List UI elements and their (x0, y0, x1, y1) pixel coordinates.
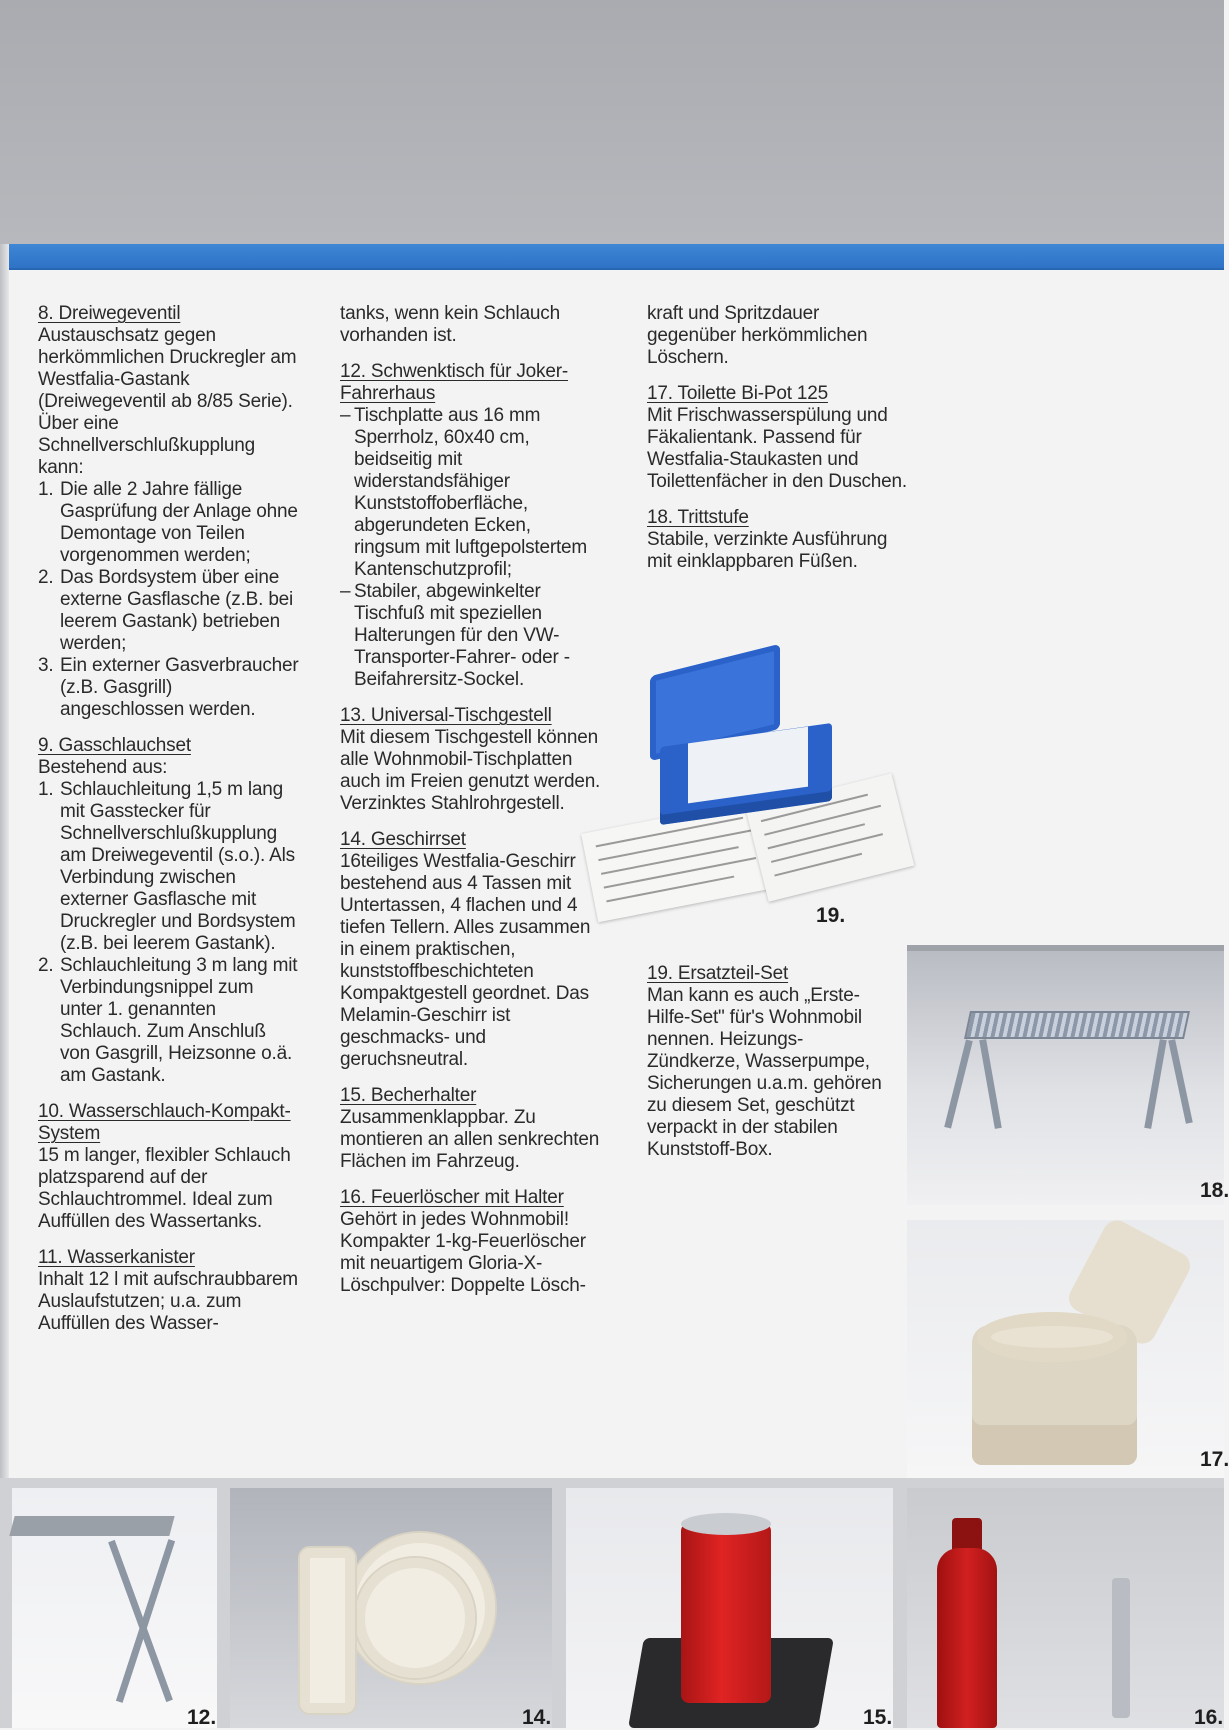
text-column-2 (340, 303, 602, 1311)
photo-label: 17. (1200, 1448, 1229, 1471)
section-16 (340, 1187, 602, 1297)
section-12 (340, 361, 602, 691)
section-heading: 16. Feuerlöscher mit Halter (340, 1187, 564, 1208)
list-dash: – (340, 581, 351, 602)
photo-label: 16. (1194, 1706, 1224, 1729)
section-heading: 9. Gasschlauchset (38, 735, 191, 756)
photo-toilet (907, 1220, 1229, 1480)
section-heading: 11. Wasserkanister (38, 1247, 195, 1268)
section-heading: 15. Becherhalter (340, 1085, 477, 1106)
list-text: Schlauchleitung 3 m lang mit Verbindungsnippel zum unter 1. genannten Schlauch. Zum Anschluß von Gasgrill, Heizsonne o.ä. am Gastank. (60, 955, 298, 1086)
section-text: Austauschsatz gegen herkömmlichen Druckregler am Westfalia-Gastank (Dreiwegeventil ab 8/85 Serie). (38, 325, 297, 412)
list-number: 2. (38, 955, 54, 976)
section-heading: 18. Trittstufe (647, 507, 749, 528)
section-heading: 14. Geschirrset (340, 829, 466, 850)
list-item (340, 581, 602, 691)
list-item (38, 479, 300, 567)
list-item (38, 567, 300, 655)
list-text: Die alle 2 Jahre fällige Gasprüfung der Anlage ohne Demontage von Teilen vorgenommen werden; (60, 479, 298, 566)
section-text: Mit diesem Tischgestell können alle Wohnmobil-Tischplatten auch im Freien genutzt werden. Verzinktes Stahlrohrgestell. (340, 727, 601, 814)
section-text: 16teiliges Westfalia-Geschirr bestehend aus 4 Tassen mit Untertassen, 4 flachen und 4 tiefen Tellern. Alles zusammen in einem praktischen, kunststoffbeschichteten Kompaktgestell geordnet. Das Melamin-Geschirr ist geschmacks- und geruchsneutral. (340, 851, 591, 1070)
section-heading: 10. Wasserschlauch-Kompakt-System (38, 1101, 291, 1144)
cups-image (300, 1548, 355, 1713)
section-heading: 19. Ersatzteil-Set (647, 963, 789, 984)
section-11-continued (340, 303, 602, 347)
photo-step-stool (907, 945, 1229, 1205)
photo-label: 14. (522, 1706, 552, 1729)
list-number: 1. (38, 479, 54, 500)
stool-image (964, 1011, 1190, 1039)
section-15 (340, 1085, 602, 1173)
list-number: 1. (38, 779, 54, 800)
bracket-image (1112, 1578, 1130, 1718)
section-9 (38, 735, 300, 1087)
text-column-3-lower (647, 963, 892, 1175)
blue-stripe (0, 244, 1224, 270)
section-heading: 17. Toilette Bi-Pot 125 (647, 383, 828, 404)
list-text: Stabiler, abgewinkelter Tischfuß mit speziellen Halterungen für den VW-Transporter-Fahrer- oder -Beifahrersitz-Sockel. (354, 581, 570, 690)
photo-cup-holder (566, 1488, 893, 1728)
photo-label: 12. (187, 1706, 217, 1729)
photo-table-frame (12, 1488, 217, 1728)
section-text: kraft und Spritzdauer gegenüber herkömmlichen Löschern. (647, 303, 868, 368)
section-17 (647, 383, 909, 493)
section-19 (647, 963, 892, 1161)
top-gray-band (0, 0, 1224, 244)
section-18 (647, 507, 909, 573)
list-item (38, 655, 300, 721)
section-10 (38, 1101, 300, 1233)
section-heading: 12. Schwenktisch für Joker-Fahrerhaus (340, 361, 568, 404)
section-text: Über eine Schnellverschlußkupplung kann: (38, 413, 255, 478)
table-image (9, 1516, 174, 1536)
photo-dish-set (230, 1488, 552, 1728)
section-text: Bestehend aus: (38, 757, 168, 778)
numbered-list (38, 779, 300, 1087)
list-text: Tischplatte aus 16 mm Sperrholz, 60x40 cm, beidseitig mit widerstandsfähiger Kunststoffoberfläche, abgerundeten Ecken, ringsum mit luftgepolstertem Kantenschutzprofil; (354, 405, 588, 580)
section-heading: 13. Universal-Tischgestell (340, 705, 552, 726)
list-text: Das Bordsystem über eine externe Gasflasche (z.B. bei leerem Gastank) betrieben werden; (60, 567, 294, 654)
photo-fire-extinguisher (907, 1488, 1224, 1728)
section-text: Man kann es auch „Erste-Hilfe-Set" für's Wohnmobil nennen. Heizungs-Zündkerze, Wasserpumpe, Sicherungen u.a.m. gehören zu diesem Set, geschützt verpackt in der stabilen Kunststoff-Box. (647, 985, 882, 1160)
section-text: 15 m langer, flexibler Schlauch platzsparend auf der Schlauchtrommel. Ideal zum Auffüllen des Wassertanks. (38, 1145, 291, 1232)
section-8 (38, 303, 300, 721)
photo-label: 19. (816, 904, 846, 927)
list-item (38, 955, 300, 1087)
photo-spare-parts-box (580, 640, 940, 940)
list-text: Ein externer Gasverbraucher (z.B. Gasgrill) angeschlossen werden. (60, 655, 299, 720)
section-text: Inhalt 12 l mit aufschraubbarem Auslaufstutzen; u.a. zum Auffüllen des Wasser- (38, 1269, 298, 1334)
can-image (681, 1523, 771, 1703)
list-number: 2. (38, 567, 54, 588)
list-item (38, 779, 300, 955)
section-text: Gehört in jedes Wohnmobil! Kompakter 1-kg-Feuerlöscher mit neuartigem Gloria-X-Löschpulver: Doppelte Lösch- (340, 1209, 586, 1296)
section-14 (340, 829, 602, 1071)
list-text: Schlauchleitung 1,5 m lang mit Gasstecker für Schnellverschlußkupplung am Dreiwegeventil (s.o.). Als Verbindung zwischen externer Gasflasche mit Druckregler und Bordsystem (z.B. bei leerem Gastank). (60, 779, 296, 954)
extinguisher-image (937, 1548, 997, 1728)
section-text: Mit Frischwasserspülung und Fäkalientank. Passend für Westfalia-Staukasten und Toilettenfächer in den Duschen. (647, 405, 907, 492)
photo-label: 18. (1200, 1179, 1229, 1202)
numbered-list (38, 479, 300, 721)
section-text: Stabile, verzinkte Ausführung mit einklappbaren Füßen. (647, 529, 888, 572)
text-column-3 (647, 303, 909, 587)
section-13 (340, 705, 602, 815)
section-text: tanks, wenn kein Schlauch vorhanden ist. (340, 303, 560, 346)
list-item (340, 405, 602, 581)
dash-list (340, 405, 602, 691)
section-heading: 8. Dreiwegeventil (38, 303, 181, 324)
list-number: 3. (38, 655, 54, 676)
section-11 (38, 1247, 300, 1335)
photo-label: 15. (863, 1706, 893, 1729)
section-16-continued (647, 303, 909, 369)
text-column-1 (38, 303, 300, 1349)
list-dash: – (340, 405, 351, 426)
section-text: Zusammenklappbar. Zu montieren an allen senkrechten Flächen im Fahrzeug. (340, 1107, 600, 1172)
